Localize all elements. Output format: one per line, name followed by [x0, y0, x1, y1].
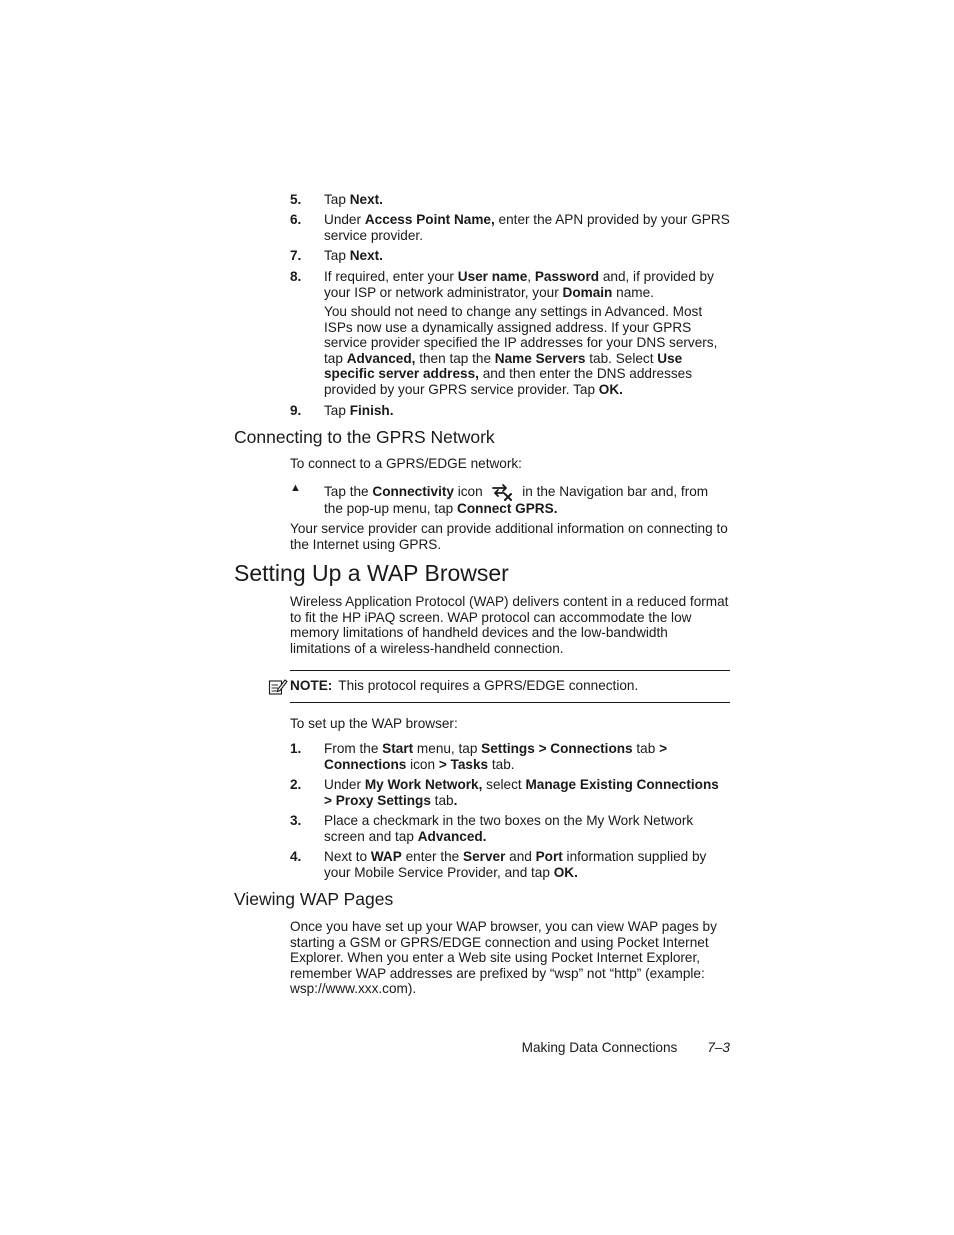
gprs-closing: Your service provider can provide additional information on connecting to the Internet using GPRS. [290, 521, 728, 552]
note-bottom-rule [290, 702, 730, 703]
footer-chapter-title: Making Data Connections [521, 1040, 678, 1055]
step-text: Next to WAP enter the Server and Port information supplied by your Mobile Service Provider, and tap OK. [324, 849, 707, 880]
step-text: Tap Next. [324, 248, 383, 263]
step-number: 2. [290, 777, 302, 792]
gprs-bullet [290, 481, 730, 517]
step-9 [290, 403, 730, 419]
step-number: 1. [290, 741, 302, 756]
step-text: Tap Next. [324, 192, 383, 207]
note-label: NOTE: [290, 678, 333, 693]
step-text: If required, enter your User name, Password and, if provided by your ISP or network administrator, your Domain name. [324, 269, 714, 300]
page-footer [500, 1040, 730, 1056]
step-number: 9. [290, 403, 302, 418]
step-number: 4. [290, 849, 302, 864]
wap-setup-intro: To set up the WAP browser: [290, 716, 458, 731]
step-number: 7. [290, 248, 302, 263]
step-number: 5. [290, 192, 302, 207]
step-number: 8. [290, 269, 302, 284]
connectivity-icon [490, 481, 514, 501]
heading-viewing-wap: Viewing WAP Pages [234, 889, 394, 909]
step-text: Place a checkmark in the two boxes on the My Work Network screen and tap Advanced. [324, 813, 694, 844]
gprs-bullet-text [324, 481, 730, 517]
step-5 [290, 192, 730, 208]
note-top-rule [290, 670, 730, 671]
gprs-intro: To connect to a GPRS/EDGE network: [290, 456, 522, 471]
note-box [268, 678, 728, 696]
footer-page-number: 7–3 [707, 1040, 730, 1055]
step-number: 6. [290, 212, 302, 227]
heading-connecting-gprs: Connecting to the GPRS Network [234, 427, 495, 447]
wap-intro: Wireless Application Protocol (WAP) delivers content in a reduced format to fit the HP iPAQ screen. WAP protocol can accommodate the low memory limitations of handheld devices and the low-bandwidth limitations of a wireless-handheld connection. [290, 594, 729, 656]
step-text: Under Access Point Name, enter the APN provided by your GPRS service provider. [324, 212, 730, 243]
triangle-bullet-icon: ▲ [290, 482, 301, 494]
step-6 [290, 212, 730, 243]
bullet-text-before-icon: Tap the Connectivity icon [324, 484, 483, 499]
wap-step-3 [290, 813, 730, 844]
step-text: From the Start menu, tap Settings > Connections tab > Connections icon > Tasks tab. [324, 741, 668, 772]
wap-step-4 [290, 849, 730, 880]
bullet-text-after-icon: in the Navigation bar and, from the pop-up menu, tap Connect GPRS. [324, 484, 709, 516]
step-number: 3. [290, 813, 302, 828]
note-pencil-icon [268, 678, 288, 696]
viewing-wap-body: Once you have set up your WAP browser, you can view WAP pages by starting a GSM or GPRS/EDGE connection and using Pocket Internet Explorer. When you enter a Web site using Pocket Internet Explorer, remember WAP addresses are prefixed by “wsp” not “http” (example: wsp://www.xxx.com). [290, 919, 717, 997]
step-7 [290, 248, 730, 264]
step-text: Tap Finish. [324, 403, 394, 418]
heading-setting-up-wap: Setting Up a WAP Browser [234, 560, 509, 586]
step-8-advanced-note: You should not need to change any settings in Advanced. Most ISPs now use a dynamically assigned address. If your GPRS service provider specified the IP addresses for your DNS servers, tap Advanced, then tap the Name Servers tab. Select Use specific server address, and then enter the DNS addresses provided by your GPRS service provider. Tap OK. [324, 304, 718, 397]
wap-step-1 [290, 741, 730, 772]
step-8 [290, 269, 730, 300]
note-text: This protocol requires a GPRS/EDGE connection. [338, 678, 639, 693]
step-text: Under My Work Network, select Manage Existing Connections > Proxy Settings tab. [324, 777, 719, 808]
wap-step-2 [290, 777, 730, 808]
